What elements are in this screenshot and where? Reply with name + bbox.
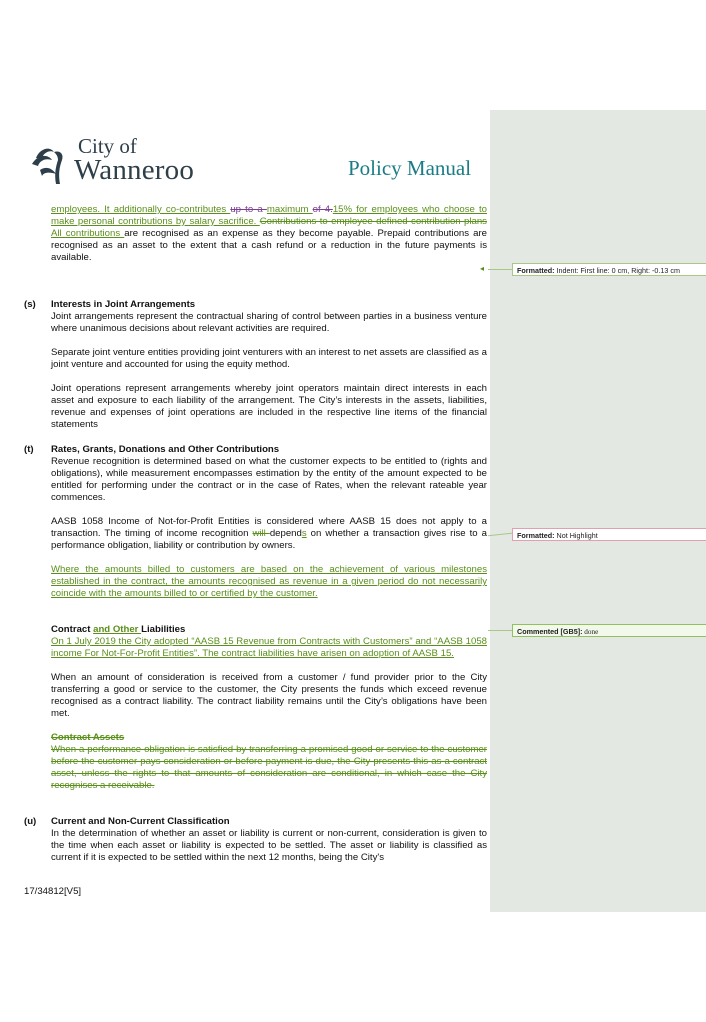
section-u-heading: Current and Non-Current Classification	[51, 816, 230, 827]
section-t-heading: Rates, Grants, Donations and Other Contributions	[51, 444, 280, 455]
section-r-continuation	[51, 204, 487, 264]
section-t-label: (t)	[24, 444, 34, 455]
section-s-paragraph-1: Joint arrangements represent the contractual sharing of control between parties in a business venture where unanimous decisions about relevant activities are required.	[51, 311, 487, 334]
comment-balloon-formatted-highlight[interactable]: Formatted: Not Highlight	[512, 528, 706, 541]
markup-pane	[490, 110, 706, 912]
comment-balloon-gb5[interactable]: Commented [GB5]: done	[512, 624, 706, 637]
section-u	[51, 816, 487, 864]
section-t-paragraph-5: When an amount of consideration is received from a customer / fund provider prior to the City transferring a good or service to the customer, the City presents the funds which exceed revenue recognised as a contract liability. The contract liability remains until the City’s obligations have been met.	[51, 672, 487, 719]
deleted-text: up to a	[230, 204, 267, 215]
comment-balloon-formatted-indent[interactable]: Formatted: Indent: First line: 0 cm, Right: -0.13 cm	[512, 263, 706, 276]
contract-assets-heading-deleted: Contract Assets	[51, 732, 125, 743]
section-s	[51, 299, 487, 431]
inserted-text: All contributions	[51, 228, 125, 239]
section-u-paragraph-1: In the determination of whether an asset or liability is current or non-current, consideration is given to the time when each asset or liability is expected to be settled. The asset or liability is classified as current if it is expected to be settled within the next 12 months, being the City's	[51, 828, 487, 863]
section-t-paragraph-4-inserted: On 1 July 2019 the City adopted “AASB 15 Revenue from Contracts with Customers” and “AASB 1058 income For Not-For-Profit Entities”. The contract liabilities have arisen on adoption of AASB 15.	[51, 636, 487, 659]
section-s-label: (s)	[24, 299, 36, 310]
contract-liabilities-heading: Contract and Other Liabilities	[51, 624, 186, 635]
section-r-paragraph	[51, 204, 487, 264]
comment-connector	[488, 630, 512, 631]
inserted-text: maximum	[266, 204, 313, 215]
section-t	[51, 444, 487, 792]
comment-anchor-icon: ◂	[480, 264, 485, 273]
document-id: 17/34812[V5]	[24, 886, 82, 897]
section-t-paragraph-1: Revenue recognition is determined based on what the customer expects to be entitled to (rights and obligations), while measurement encompasses estimation by the entity of the amount expected to be entitled for performing under the contract or in the case of Rates, when the relevant rateable year commences.	[51, 456, 487, 503]
swan-emblem-icon	[30, 140, 74, 190]
inserted-text: 15% for employees who choose to make personal contributions by salary sacrifice.	[51, 204, 488, 227]
logo-city-of: City of	[78, 134, 137, 158]
section-t-paragraph-6-deleted: When a performance obligation is satisfied by transferring a promised good or service to the customer before the customer pays consideration or before payment is due, the City presents this as a contract asset, unless the rights to that amounts of consideration are conditional, in which case the City recognises a receivable.	[51, 744, 487, 791]
deleted-text: will	[252, 528, 270, 539]
section-s-paragraph-2: Separate joint venture entities providing joint venturers with an interest to net assets are classified as a joint venture and accounted for using the equity method.	[51, 347, 487, 370]
deleted-text: of 4.	[312, 204, 333, 215]
deleted-text: Contributions to employee defined contribution plans	[259, 216, 487, 227]
body-text: are recognised as an expense as they become payable. Prepaid contributions are recognised as an asset to the extent that a cash refund or a reduction in the future payments is available.	[51, 228, 488, 263]
inserted-text: s	[301, 528, 307, 539]
section-s-paragraph-3: Joint operations represent arrangements whereby joint operators maintain direct interests in each asset and exposure to each liability of the arrangement. The City’s interests in the assets, liabilities, revenue and expenses of joint operations are included in the respective line items of the financial statements	[51, 383, 487, 430]
section-t-paragraph-2: AASB 1058 Income of Not-for-Profit Entities is considered where AASB 15 does not apply to a transaction. The timing of income recognition will depends on whether a transaction gives rise to a performance obligation, liability or contribution by owners.	[51, 516, 487, 551]
comment-connector	[488, 269, 512, 270]
inserted-text: employees. It additionally co-contributes	[51, 204, 231, 215]
section-s-heading: Interests in Joint Arrangements	[51, 299, 196, 310]
section-t-paragraph-3-inserted: Where the amounts billed to customers are based on the achievement of various milestones established in the contract, the amounts recognised as revenue in a given period do not necessarily coincide with the amounts billed to or certified by the customer.	[51, 564, 487, 599]
page-title: Policy Manual	[348, 156, 472, 180]
city-of-wanneroo-logo	[30, 134, 220, 194]
logo-wanneroo: Wanneroo	[74, 154, 195, 186]
section-u-label: (u)	[24, 816, 37, 827]
